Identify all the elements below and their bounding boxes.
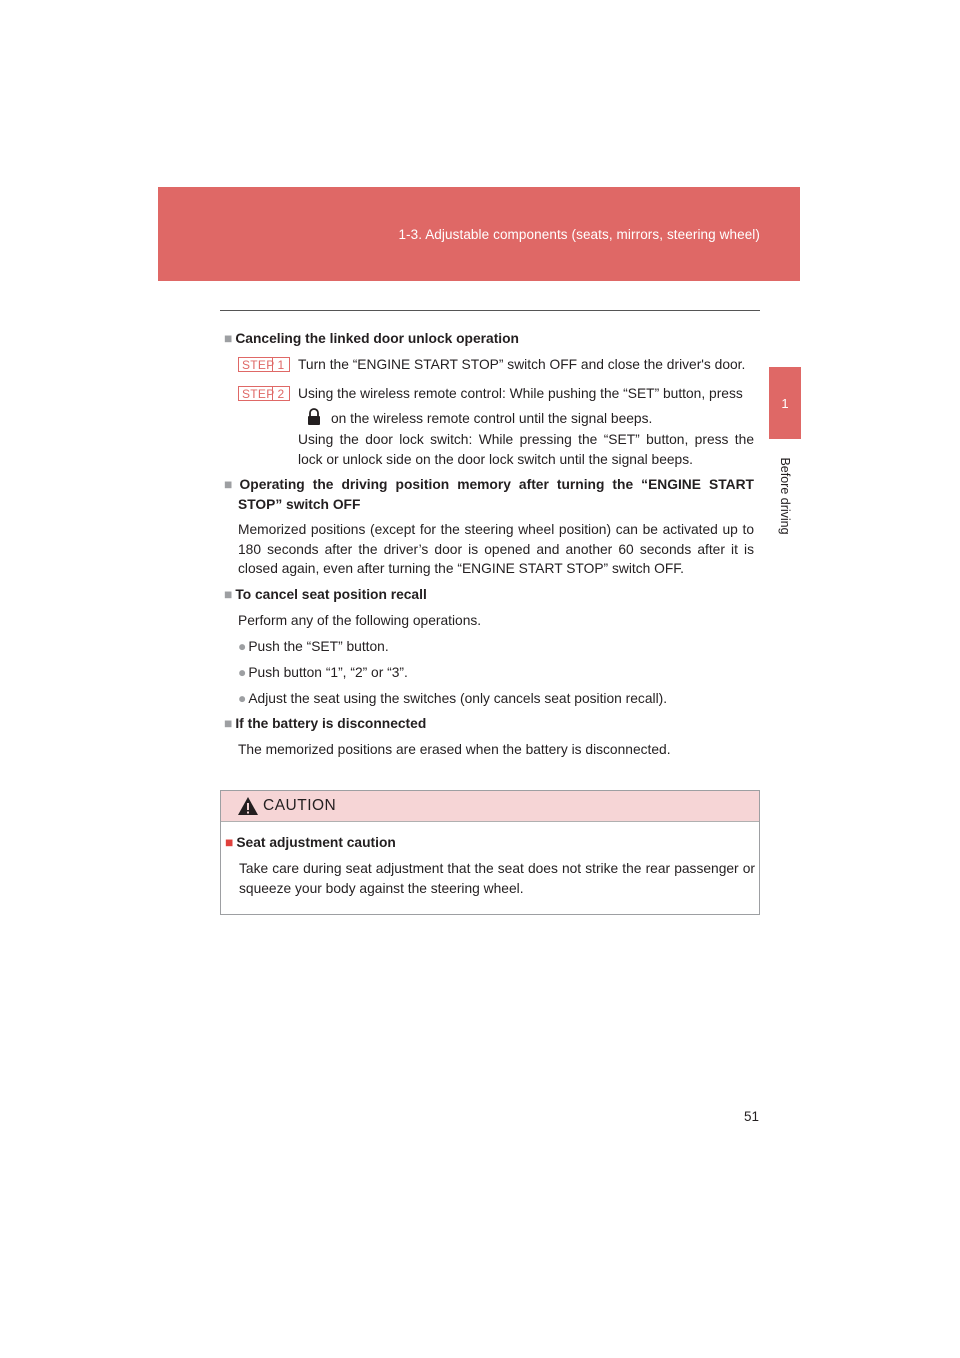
lock-icon <box>306 408 322 426</box>
section-heading-cancel-recall: ■ To cancel seat position recall <box>224 587 427 602</box>
list-item: ● Adjust the seat using the switches (only cancels seat position recall). <box>238 691 668 706</box>
circle-bullet-icon: ● <box>238 665 247 680</box>
step-2-line-1: Using the wireless remote control: While pushing the “SET” button, press <box>298 386 743 401</box>
square-bullet-icon: ■ <box>225 835 234 850</box>
list-item: ● Push button “1”, “2” or “3”. <box>238 665 408 680</box>
caution-box <box>220 790 760 915</box>
list-item: ● Push the “SET” button. <box>238 639 389 654</box>
step-1-text: Turn the “ENGINE START STOP” switch OFF and close the driver's door. <box>298 357 746 372</box>
section-heading-battery: ■ If the battery is disconnected <box>224 716 427 731</box>
caution-title: CAUTION <box>263 797 337 814</box>
operating-body: Memorized positions (except for the steering wheel position) can be activated up to 180 seconds after the driver’s door is opened and another 60 seconds after it is closed again, even after turning the “ENGINE START STOP” switch OFF. <box>238 522 754 576</box>
section-title: 1-3. Adjustable components (seats, mirrors, steering wheel) <box>398 227 760 242</box>
step-2-line-3: Using the door lock switch: While pressing the “SET” button, press the lock or unlock side on the door lock switch until the signal beeps. <box>298 432 754 467</box>
cancel-recall-intro: Perform any of the following operations. <box>238 613 482 628</box>
square-bullet-icon: ■ <box>224 716 233 731</box>
caution-heading: ■ Seat adjustment caution <box>225 835 396 850</box>
step-2-badge: STEP 2 <box>238 386 290 401</box>
battery-body: The memorized positions are erased when the battery is disconnected. <box>238 742 671 757</box>
square-bullet-icon: ■ <box>224 331 233 346</box>
header-band <box>158 187 800 281</box>
page-number: 51 <box>744 1109 760 1124</box>
section-heading-operating: ■ Operating the driving position memory after turning the “ENGINE START STOP” switch OFF <box>224 477 754 512</box>
warning-triangle-icon <box>237 796 259 816</box>
caution-header <box>221 791 759 822</box>
caution-body: Take care during seat adjustment that the seat does not strike the rear passenger or squeeze your body against the steering wheel. <box>239 861 755 896</box>
square-bullet-icon: ■ <box>224 587 233 602</box>
step-1-badge: STEP 1 <box>238 357 290 372</box>
square-bullet-icon: ■ <box>224 477 237 492</box>
chapter-label: Before driving <box>778 457 792 535</box>
chapter-tab[interactable]: 1 <box>769 367 801 439</box>
section-heading-canceling: ■ Canceling the linked door unlock operation <box>224 331 519 346</box>
circle-bullet-icon: ● <box>238 691 247 706</box>
step-2-line-2: on the wireless remote control until the signal beeps. <box>331 411 653 426</box>
circle-bullet-icon: ● <box>238 639 247 654</box>
divider <box>220 310 760 311</box>
